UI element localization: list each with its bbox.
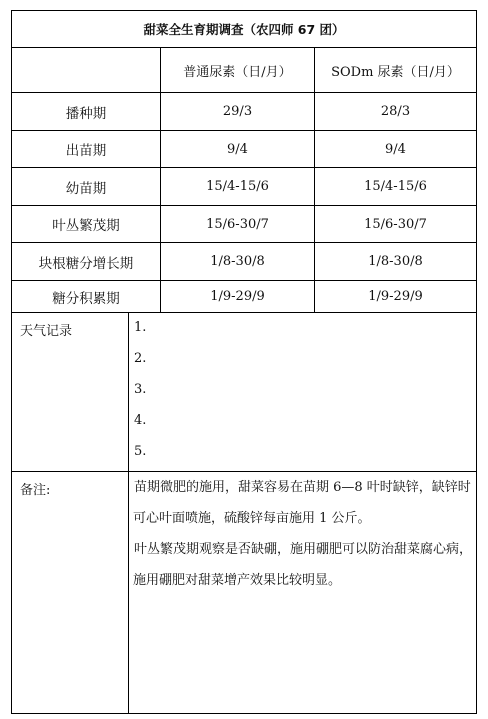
header-sodm-urea: SODm 尿素（日/月） [331,64,460,80]
table-row [12,243,476,281]
remarks-paragraph: 叶丛繁茂期观察是否缺硼，施用硼肥可以防治甜菜腐心病，施用硼肥对甜菜增产效果比较明显。 [133,542,473,588]
normal-urea-cell: 1/9-29/9 [161,281,315,312]
table-row [12,131,476,168]
weather-item: 5. [134,444,147,459]
sodm-urea-cell: 15/6-30/7 [364,216,427,232]
normal-urea-cell: 1/8-30/8 [161,243,315,280]
weather-item: 1. [134,320,147,335]
weather-item: 3. [134,382,147,397]
weather-item: 2. [134,351,147,366]
sodm-urea-cell: 1/8-30/8 [368,254,423,269]
stage-cell: 播种期 [12,93,161,130]
normal-urea-cell: 29/3 [161,93,315,130]
header-empty-cell [12,48,161,92]
table-row [12,206,476,243]
sodm-urea-cell: 15/4-15/6 [364,179,427,194]
stage-cell: 叶丛繁茂期 [12,206,161,242]
remarks-section [12,472,476,713]
normal-urea-cell: 9/4 [161,131,315,167]
title-row [12,11,476,48]
weather-label: 天气记录 [20,324,73,339]
stage-cell: 糖分积累期 [12,281,161,312]
normal-urea-cell: 15/6-30/7 [161,206,315,242]
table-row [12,168,476,206]
stage-cell: 幼苗期 [12,168,161,205]
survey-table [11,10,477,714]
remarks-label: 备注: [20,483,51,498]
normal-urea-cell: 15/4-15/6 [161,168,315,205]
sodm-urea-cell: 1/9-29/9 [368,289,423,304]
header-row [12,48,476,93]
weather-item: 4. [134,413,147,428]
table-title: 甜菜全生育期调查（农四师 67 团） [143,22,345,37]
stage-cell: 块根糖分增长期 [12,243,161,280]
table-row [12,281,476,313]
sodm-urea-cell: 28/3 [380,104,411,119]
remarks-label-column [12,472,129,713]
header-normal-urea: 普通尿素（日/月） [161,48,315,92]
stage-cell: 出苗期 [12,131,161,167]
remarks-paragraph: 苗期微肥的施用，甜菜容易在苗期 6—8 叶时缺锌，缺锌时可心叶面喷施，硫酸锌每亩施用 1 公斤。 [133,480,471,526]
table-row [12,93,476,131]
weather-section [12,313,476,472]
sodm-urea-cell: 9/4 [385,141,406,157]
